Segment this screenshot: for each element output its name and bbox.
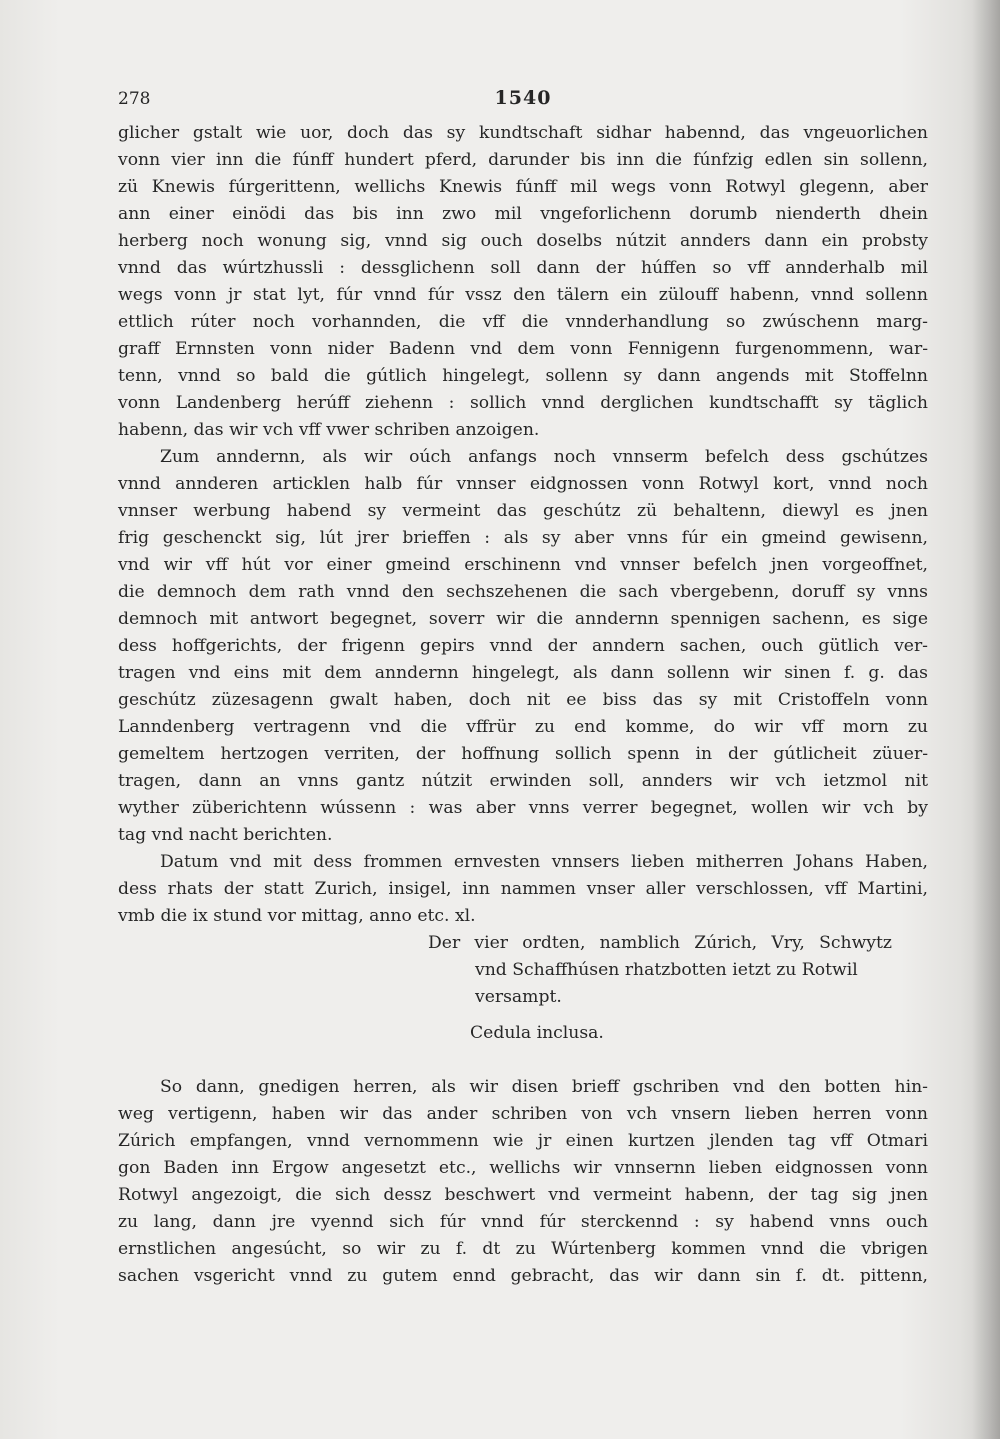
- page-header: [118, 89, 928, 113]
- text-line: gon Baden inn Ergow angesetzt etc., wellichs wir vnnsernn lieben eidgnossen vonn: [118, 1158, 928, 1178]
- text-line: vnnser werbung habend sy vermeint das geschútz zü behaltenn, diewyl es jnen: [118, 501, 928, 521]
- text-line: vnd wir vff hút vor einer gmeind erschinenn vnd vnnser befelch jnen vorgeoffnet,: [118, 555, 928, 575]
- text-line: herberg noch wonung sig, vnnd sig ouch doselbs nútzit annders dann ein probsty: [118, 231, 928, 251]
- closing-line: versampt.: [475, 987, 562, 1007]
- text-line: ettlich rúter noch vorhannden, die vff die vnnderhandlung so zwúschenn marg-: [118, 312, 928, 332]
- text-line: vmb die ix stund vor mittag, anno etc. xl.: [118, 906, 476, 926]
- text-line: gemeltem hertzogen verriten, der hoffnung sollich spenn in der gútlicheit züuer-: [118, 744, 928, 764]
- text-line: weg vertigenn, haben wir das ander schriben von vch vnsern lieben herren vonn: [118, 1104, 928, 1124]
- text-line: dess rhats der statt Zurich, insigel, inn nammen vnser aller verschlossen, vff Martini,: [118, 879, 928, 899]
- closing-line: vnd Schaffhúsen rhatzbotten ietzt zu Rotwil: [475, 960, 858, 980]
- text-line: dess hoffgerichts, der frigenn gepirs vnnd der anndern sachen, ouch gütlich ver-: [118, 636, 928, 656]
- text-line: ernstlichen angesúcht, so wir zu f. dt zu Wúrtenberg kommen vnnd die vbrigen: [118, 1239, 928, 1259]
- text-line: zü Knewis fúrgerittenn, wellichs Knewis fúnff mil wegs vonn Rotwyl glegenn, aber: [118, 177, 928, 197]
- text-line: tragen, dann an vnns gantz nútzit erwinden soll, annders wir vch ietzmol nit: [118, 771, 928, 791]
- text-line: wyther züberichtenn wússenn : was aber vnns verrer begegnet, wollen wir vch by: [118, 798, 928, 818]
- text-line: graff Ernnsten vonn nider Badenn vnd dem vonn Fennigenn furgenommenn, war-: [118, 339, 928, 359]
- text-line: tag vnd nacht berichten.: [118, 825, 333, 845]
- text-line: zu lang, dann jre vyennd sich fúr vnnd fúr sterckennd : sy habend vnns ouch: [118, 1212, 928, 1232]
- text-line: ann einer einödi das bis inn zwo mil vngeforlichenn dorumb nienderth dhein: [118, 204, 928, 224]
- text-line: vnnd das wúrtzhussli : dessglichenn soll dann der húffen so vff annderhalb mil: [118, 258, 928, 278]
- text-line: Zum anndernn, als wir oúch anfangs noch vnnserm befelch dess gschútzes: [160, 447, 928, 467]
- page-number: 278: [118, 89, 151, 109]
- text-line: vnnd annderen articklen halb fúr vnnser eidgnossen vonn Rotwyl kort, vnnd noch: [118, 474, 928, 494]
- text-line: frig geschenckt sig, lút jrer brieffen : als sy aber vnns fúr ein gmeind gewisenn,: [118, 528, 928, 548]
- text-line: Datum vnd mit dess frommen ernvesten vnnsers lieben mitherren Johans Haben,: [160, 852, 928, 872]
- text-line: Rotwyl angezoigt, die sich dessz beschwert vnd vermeint habenn, der tag sig jnen: [118, 1185, 928, 1205]
- text-line: die demnoch dem rath vnnd den sechszehenen die sach vbergebenn, doruff sy vnns: [118, 582, 928, 602]
- text-line: vonn vier inn die fúnff hundert pferd, darunder bis inn die fúnfzig edlen sin sollenn,: [118, 150, 928, 170]
- text-line: tragen vnd eins mit dem anndernn hingelegt, als dann sollenn wir sinen f. g. das: [118, 663, 928, 683]
- text-line: glicher gstalt wie uor, doch das sy kundtschaft sidhar habennd, das vngeuorlichen: [118, 123, 928, 143]
- text-line: Zúrich empfangen, vnnd vernommenn wie jr einen kurtzen jlenden tag vff Otmari: [118, 1131, 928, 1151]
- closing-line: Der vier ordten, namblich Zúrich, Vry, Schwytz: [428, 933, 892, 953]
- text-line: sachen vsgericht vnnd zu gutem ennd gebracht, das wir dann sin f. dt. pittenn,: [118, 1266, 928, 1286]
- text-line: demnoch mit antwort begegnet, soverr wir die anndernn spennigen sachenn, es sige: [118, 609, 928, 629]
- text-line: vonn Landenberg herúff ziehenn : sollich vnnd derglichen kundtschafft sy täglich: [118, 393, 928, 413]
- section-heading: Cedula inclusa.: [470, 1023, 604, 1043]
- text-line: tenn, vnnd so bald die gútlich hingelegt, sollenn sy dann angends mit Stoffelnn: [118, 366, 928, 386]
- text-line: wegs vonn jr stat lyt, fúr vnnd fúr vssz den tälern ein zülouff habenn, vnnd sollenn: [118, 285, 928, 305]
- text-line: habenn, das wir vch vff vwer schriben anzoigen.: [118, 420, 540, 440]
- text-line: geschútz züzesagenn gwalt haben, doch nit ee biss das sy mit Cristoffeln vonn: [118, 690, 928, 710]
- running-head-year: 1540: [494, 87, 552, 109]
- page-edge-shadow: [972, 0, 1000, 1439]
- text-line: Lanndenberg vertragenn vnd die vffrür zu end komme, do wir vff morn zu: [118, 717, 928, 737]
- text-line: So dann, gnedigen herren, als wir disen brieff gschriben vnd den botten hin-: [160, 1077, 928, 1097]
